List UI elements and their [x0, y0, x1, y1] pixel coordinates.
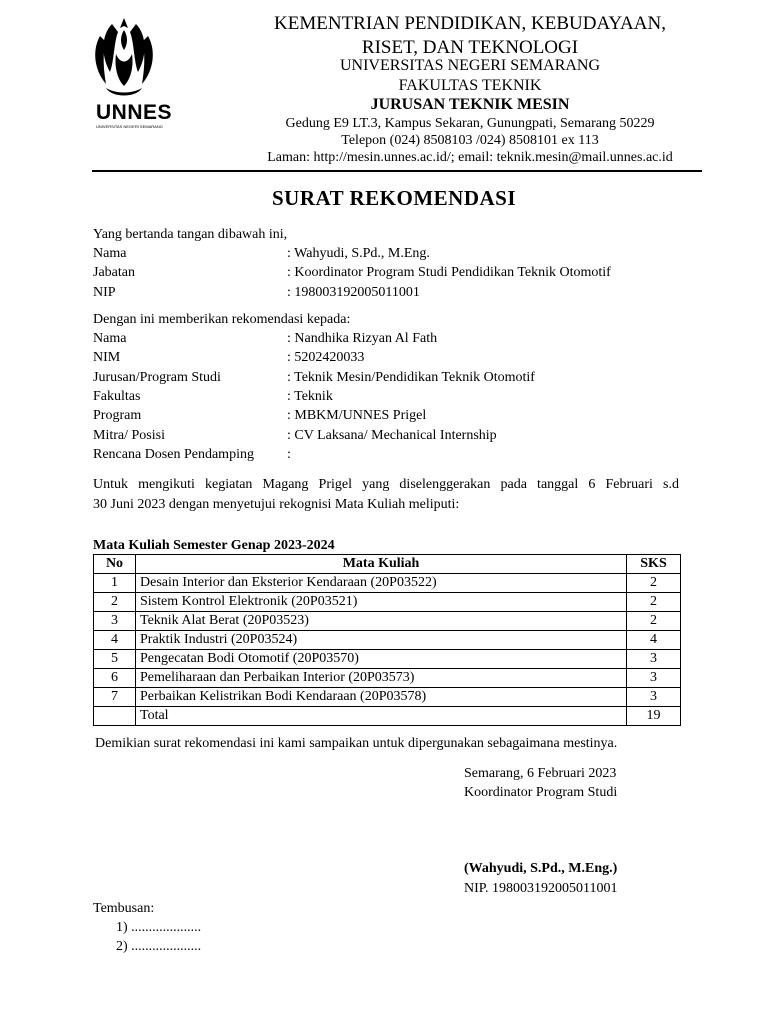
row-no: 3 — [94, 612, 136, 631]
row-course: Pengecatan Bodi Otomotif (20P03570) — [136, 650, 627, 669]
university-logo — [92, 14, 182, 134]
signer-name-value: : Wahyudi, S.Pd., M.Eng. — [287, 246, 430, 261]
header-course: Mata Kuliah — [136, 555, 627, 574]
body-paragraph — [93, 475, 679, 515]
row-no: 7 — [94, 688, 136, 707]
table-row — [94, 669, 681, 688]
letter-title: SURAT REKOMENDASI — [271, 186, 516, 210]
row-no: 5 — [94, 650, 136, 669]
cc-label: Tembusan: — [93, 901, 155, 916]
logo-text: UNNES — [96, 101, 173, 124]
row-course: Desain Interior dan Eksterior Kendaraan (20P03522) — [136, 574, 627, 593]
body-line-1: Untuk mengikuti kegiatan Magang Prigel yang diselenggerakan pada tanggal 6 Februari s.d — [93, 477, 679, 492]
table-row — [94, 574, 681, 593]
ministry-name-cont: RISET, DAN TEKNOLOGI — [361, 37, 579, 58]
recipient-mbkm-label: Program — [93, 408, 142, 423]
row-course: Sistem Kontrol Elektronik (20P03521) — [136, 593, 627, 612]
row-course: Pemeliharaan dan Perbaikan Interior (20P03573) — [136, 669, 627, 688]
row-sks: 2 — [627, 593, 681, 612]
courses-title: Mata Kuliah Semester Genap 2023-2024 — [93, 538, 335, 553]
phone: Telepon (024) 8508103 /024) 8508101 ex 113 — [341, 133, 599, 148]
faculty-name: FAKULTAS TEKNIK — [398, 77, 542, 94]
recipient-supervisor-label: Rencana Dosen Pendamping — [93, 447, 254, 462]
recipient-intro: Dengan ini memberikan rekomendasi kepada: — [93, 312, 351, 327]
row-sks: 2 — [627, 612, 681, 631]
table-row — [94, 612, 681, 631]
row-sks: 3 — [627, 669, 681, 688]
recipient-nim-label: NIM — [93, 350, 121, 365]
signer-nip-value: : 198003192005011001 — [287, 285, 420, 300]
row-sks: 3 — [627, 650, 681, 669]
row-sks: 4 — [627, 631, 681, 650]
recipient-name-value: : Nandhika Rizyan Al Fath — [287, 331, 438, 346]
website-email: Laman: http://mesin.unnes.ac.id/; email: teknik.mesin@mail.unnes.ac.id — [267, 150, 673, 165]
unnes-emblem-icon — [92, 14, 156, 100]
signer-nip: NIP. 198003192005011001 — [464, 881, 618, 896]
address: Gedung E9 LT.3, Kampus Sekaran, Gunungpati, Semarang 50229 — [285, 116, 655, 131]
row-sks: 2 — [627, 574, 681, 593]
recipient-nim-value: : 5202420033 — [287, 350, 365, 365]
total-no-cell — [94, 707, 136, 726]
table-row — [94, 593, 681, 612]
logo-subtext: UNIVERSITAS NEGERI SEMARANG — [96, 124, 163, 129]
table-total-row — [94, 707, 681, 726]
table-row — [94, 631, 681, 650]
row-no: 6 — [94, 669, 136, 688]
cc-item: 1) .................... — [116, 920, 202, 935]
department-name: JURUSAN TEKNIK MESIN — [370, 96, 570, 113]
signer-intro: Yang bertanda tangan dibawah ini, — [93, 227, 288, 242]
signer-position-label: Jabatan — [93, 265, 135, 280]
recipient-partner-label: Mitra/ Posisi — [93, 428, 165, 443]
signer-name-label: Nama — [93, 246, 127, 261]
recipient-faculty-label: Fakultas — [93, 389, 141, 404]
table-row — [94, 650, 681, 669]
ministry-name: KEMENTRIAN PENDIDIKAN, KEBUDAYAAN, — [274, 13, 666, 34]
recipient-supervisor-value: : — [287, 447, 291, 462]
table-header-row — [94, 555, 681, 574]
body-line-2: 30 Juni 2023 dengan menyetujui rekognisi Mata Kuliah meliputi: — [93, 497, 460, 512]
total-sks: 19 — [627, 707, 681, 726]
row-course: Teknik Alat Berat (20P03523) — [136, 612, 627, 631]
header-sks: SKS — [627, 555, 681, 574]
total-label: Total — [136, 707, 627, 726]
signer-title: Koordinator Program Studi — [464, 785, 618, 800]
header-no: No — [94, 555, 136, 574]
recipient-partner-value: : CV Laksana/ Mechanical Internship — [287, 428, 497, 443]
row-no: 1 — [94, 574, 136, 593]
signer-full-name: (Wahyudi, S.Pd., M.Eng.) — [464, 861, 618, 876]
row-course: Praktik Industri (20P03524) — [136, 631, 627, 650]
letterhead-divider — [92, 170, 702, 172]
signer-nip-label: NIP — [93, 285, 116, 300]
table-row — [94, 688, 681, 707]
place-date: Semarang, 6 Februari 2023 — [464, 766, 617, 781]
courses-table — [93, 554, 681, 726]
university-name: UNIVERSITAS NEGERI SEMARANG — [339, 57, 601, 74]
recipient-faculty-value: : Teknik — [287, 389, 333, 404]
row-course: Perbaikan Kelistrikan Bodi Kendaraan (20P03578) — [136, 688, 627, 707]
closing-sentence: Demikian surat rekomendasi ini kami sampaikan untuk dipergunakan sebagaimana mestinya. — [95, 736, 618, 751]
recipient-program-label: Jurusan/Program Studi — [93, 370, 221, 385]
recipient-name-label: Nama — [93, 331, 127, 346]
recipient-mbkm-value: : MBKM/UNNES Prigel — [287, 408, 427, 423]
row-no: 4 — [94, 631, 136, 650]
row-no: 2 — [94, 593, 136, 612]
cc-item: 2) .................... — [116, 939, 202, 954]
recipient-program-value: : Teknik Mesin/Pendidikan Teknik Otomotif — [287, 370, 535, 385]
row-sks: 3 — [627, 688, 681, 707]
signer-position-value: : Koordinator Program Studi Pendidikan Teknik Otomotif — [287, 265, 611, 280]
